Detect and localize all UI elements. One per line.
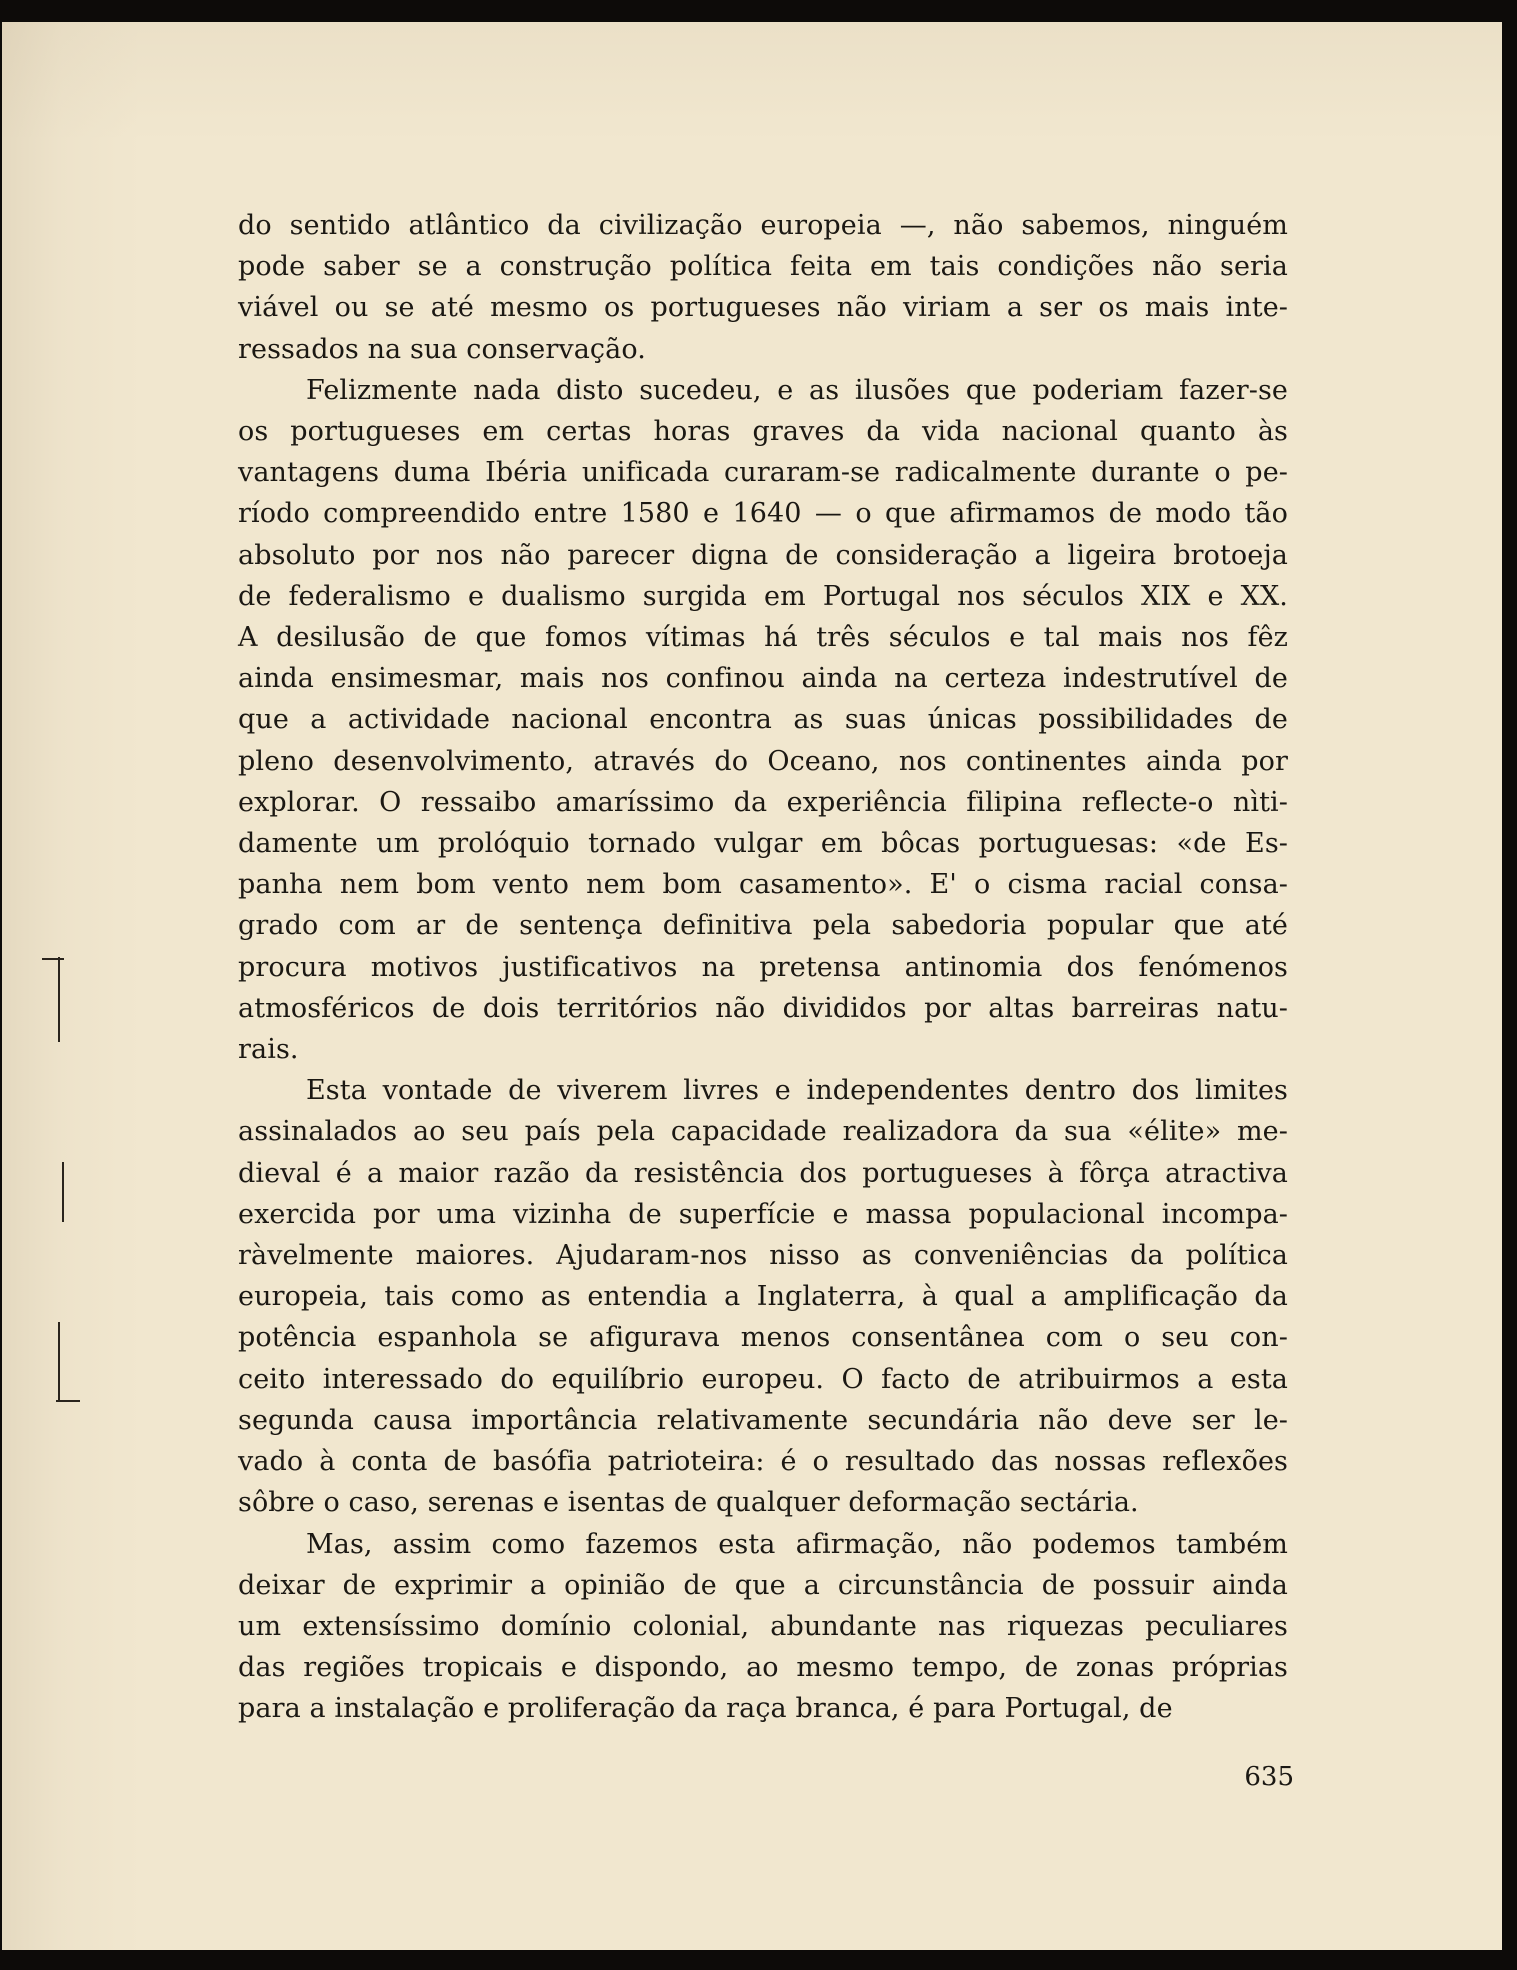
book-page <box>2 22 1502 1950</box>
text-line: vado à conta de basófia patrioteira: é o resultado das nossas reflexões <box>238 1446 1288 1478</box>
binding-mark-tick-bottom <box>56 1400 80 1402</box>
paragraph <box>238 205 1288 370</box>
text-line: de federalismo e dualismo surgida em Portugal nos séculos XIX e XX. <box>238 580 1288 612</box>
text-line: europeia, tais como as entendia a Inglaterra, à qual a amplificação da <box>238 1281 1288 1313</box>
text-line: rais. <box>238 1034 299 1066</box>
text-line: potência espanhola se afigurava menos consentânea com o seu con- <box>238 1322 1288 1354</box>
right-page-edge-shadow <box>1502 22 1517 1950</box>
paragraph <box>238 1070 1288 1523</box>
text-line: damente um prolóquio tornado vulgar em bôcas portuguesas: «de Es- <box>238 828 1288 860</box>
binding-mark-tick-top <box>42 958 64 960</box>
text-line: ràvelmente maiores. Ajudaram-nos nisso as conveniências da política <box>238 1240 1288 1272</box>
text-line: assinalados ao seu país pela capacidade realizadora da sua «élite» me- <box>238 1116 1288 1148</box>
text-line: vantagens duma Ibéria unificada curaram-se radicalmente durante o pe- <box>238 457 1288 489</box>
body-text <box>238 205 1288 1730</box>
binding-mark-middle <box>62 1162 64 1222</box>
text-line: grado com ar de sentença definitiva pela sabedoria popular que até <box>238 910 1288 942</box>
text-line: Esta vontade de viverem livres e independentes dentro dos limites <box>306 1075 1288 1107</box>
text-line: para a instalação e proliferação da raça branca, é para Portugal, de <box>238 1693 1173 1725</box>
text-line: pleno desenvolvimento, através do Oceano, nos continentes ainda por <box>238 745 1288 777</box>
text-line: que a actividade nacional encontra as suas únicas possibilidades de <box>238 704 1288 736</box>
text-line: absoluto por nos não parecer digna de consideração a ligeira brotoeja <box>238 539 1288 571</box>
binding-mark-top <box>58 957 60 1042</box>
text-line: deixar de exprimir a opinião de que a circunstância de possuir ainda <box>238 1569 1288 1601</box>
text-line: segunda causa importância relativamente secundária não deve ser le- <box>238 1404 1288 1436</box>
text-line: pode saber se a construção política feita em tais condições não seria <box>238 251 1288 283</box>
text-line: procura motivos justificativos na pretensa antinomia dos fenómenos <box>238 951 1288 983</box>
text-line: exercida por uma vizinha de superfície e massa populacional incompa- <box>238 1198 1288 1230</box>
text-line: A desilusão de que fomos vítimas há três séculos e tal mais nos fêz <box>238 622 1288 654</box>
text-line: Felizmente nada disto sucedeu, e as ilusões que poderiam fazer-se <box>306 374 1288 406</box>
text-line: atmosféricos de dois territórios não divididos por altas barreiras natu- <box>238 992 1288 1024</box>
text-line: das regiões tropicais e dispondo, ao mesmo tempo, de zonas próprias <box>238 1652 1288 1684</box>
text-line: panha nem bom vento nem bom casamento». E' o cisma racial consa- <box>238 869 1288 901</box>
text-line: um extensíssimo domínio colonial, abundante nas riquezas peculiares <box>238 1610 1288 1642</box>
text-line: sôbre o caso, serenas e isentas de qualquer deformação sectária. <box>238 1487 1139 1519</box>
paragraph <box>238 370 1288 1070</box>
text-line: explorar. O ressaibo amaríssimo da experiência filipina reflecte-o nìti- <box>238 786 1288 818</box>
binding-mark-bottom <box>58 1322 60 1402</box>
text-line: do sentido atlântico da civilização europeia —, não sabemos, ninguém <box>238 210 1288 241</box>
text-line: ceito interessado do equilíbrio europeu. O facto de atribuirmos a esta <box>238 1363 1288 1395</box>
paragraph <box>238 1524 1288 1730</box>
text-line: viável ou se até mesmo os portugueses não viriam a ser os mais inte- <box>238 292 1288 324</box>
text-line: dieval é a maior razão da resistência dos portugueses à fôrça atractiva <box>238 1157 1288 1189</box>
text-line: ressados na sua conservação. <box>238 333 646 365</box>
text-line: ainda ensimesmar, mais nos confinou ainda na certeza indestrutível de <box>238 663 1288 695</box>
page-number: 635 <box>1244 1762 1294 1792</box>
text-line: os portugueses em certas horas graves da vida nacional quanto às <box>238 416 1288 448</box>
text-line: Mas, assim como fazemos esta afirmação, não podemos também <box>306 1528 1288 1560</box>
text-line: ríodo compreendido entre 1580 e 1640 — o que afirmamos de modo tão <box>238 498 1288 530</box>
